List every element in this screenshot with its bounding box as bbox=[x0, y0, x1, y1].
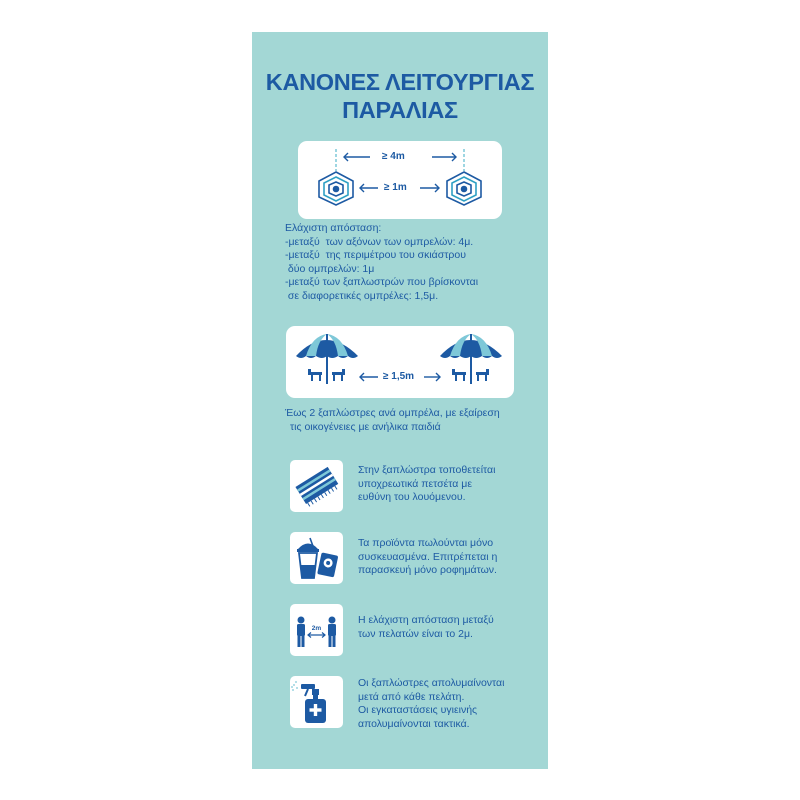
beach-rules-poster bbox=[252, 32, 548, 769]
arrow-right-icon bbox=[420, 184, 439, 192]
sunbed-distance-card bbox=[286, 326, 514, 398]
rule-icon-box bbox=[290, 532, 343, 584]
min-distance-line: -μεταξύ των αξόνων των ομπρελών: 4μ. bbox=[285, 235, 474, 248]
disinfectant-spray-icon bbox=[290, 676, 343, 728]
rule-text bbox=[358, 537, 543, 578]
arrow-right-icon bbox=[424, 373, 440, 381]
title-line-2: ΠΑΡΑΛΙΑΣ bbox=[342, 97, 458, 123]
min-distance-line: Ελάχιστη απόσταση: bbox=[285, 222, 382, 234]
arrow-left-icon bbox=[344, 153, 370, 161]
distance-2m-label: 2m bbox=[311, 625, 322, 632]
rule-icon-box bbox=[290, 460, 343, 512]
umbrella-top-view-icon bbox=[319, 172, 353, 205]
beach-umbrella-icon bbox=[440, 334, 502, 384]
rule-icon-box bbox=[290, 604, 343, 656]
rule-icon-box bbox=[290, 676, 343, 728]
rule-line: μετά από κάθε πελάτη. bbox=[358, 690, 465, 703]
arrow-left-icon bbox=[360, 373, 378, 381]
sunbeds-line: τις οικογένειες με ανήλικα παιδιά bbox=[290, 420, 441, 433]
social-distance-icon bbox=[290, 604, 343, 656]
arrow-right-icon bbox=[432, 153, 456, 161]
rule-text bbox=[358, 614, 543, 641]
packaged-products-icon bbox=[290, 532, 343, 584]
rule-line: Τα προϊόντα πωλούνται μόνο bbox=[358, 537, 494, 549]
arrow-left-icon bbox=[360, 184, 378, 192]
title-line-1: ΚΑΝΟΝΕΣ ΛΕΙΤΟΥΡΓΙΑΣ bbox=[265, 69, 535, 95]
umbrella-top-view-icon bbox=[447, 172, 481, 205]
rule-text bbox=[358, 464, 543, 505]
page-title bbox=[252, 68, 548, 124]
sunbed-distance-label: ≥ 1,5m bbox=[383, 371, 415, 382]
min-distance-text bbox=[285, 222, 535, 304]
rule-text bbox=[358, 677, 543, 731]
rule-line: απολυμαίνονται τακτικά. bbox=[358, 717, 470, 730]
sunbeds-text bbox=[285, 407, 540, 434]
rule-line: ευθύνη του λουόμενου. bbox=[358, 491, 466, 504]
min-distance-line: -μεταξύ των ξαπλωστρών που βρίσκονται bbox=[285, 276, 479, 289]
umbrella-distance-card bbox=[298, 141, 502, 219]
rule-line: παρασκευή μόνο ροφημάτων. bbox=[358, 564, 497, 577]
rule-line: Οι ξαπλώστρες απολυμαίνονται bbox=[358, 677, 505, 689]
rule-line: Οι εγκαταστάσεις υγιεινής bbox=[358, 704, 478, 717]
axis-distance-label: ≥ 4m bbox=[382, 151, 405, 162]
min-distance-line: σε διαφορετικές ομπρέλες: 1,5μ. bbox=[285, 289, 439, 302]
rule-line: των πελατών είναι το 2μ. bbox=[358, 627, 473, 640]
rule-line: συσκευασμένα. Επιτρέπεται η bbox=[358, 550, 498, 563]
perimeter-distance-label: ≥ 1m bbox=[384, 182, 407, 193]
rule-line: υποχρεωτικά πετσέτα με bbox=[358, 477, 473, 490]
beach-umbrella-icon bbox=[296, 334, 358, 384]
sunbeds-line: Έως 2 ξαπλώστρες ανά ομπρέλα, με εξαίρεση bbox=[285, 407, 500, 419]
min-distance-line: δύο ομπρελών: 1μ bbox=[285, 262, 375, 275]
rule-line: Στην ξαπλώστρα τοποθετείται bbox=[358, 464, 496, 476]
rule-line: Η ελάχιστη απόσταση μεταξύ bbox=[358, 614, 494, 626]
min-distance-line: -μεταξύ της περιμέτρου του σκιάστρου bbox=[285, 249, 466, 262]
beach-towel-icon bbox=[290, 460, 343, 512]
